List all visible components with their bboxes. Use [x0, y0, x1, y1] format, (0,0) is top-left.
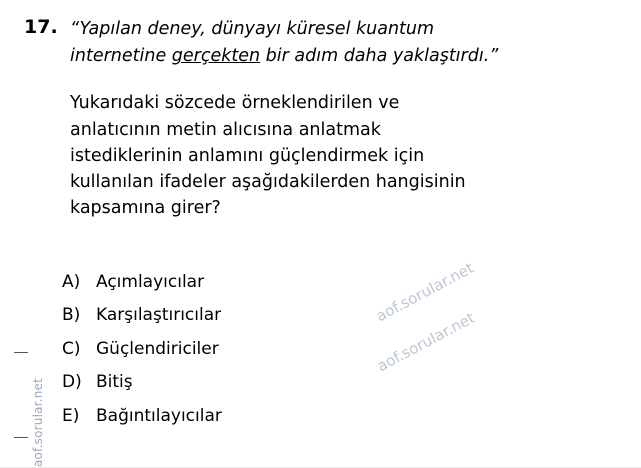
choice-b-letter: B) [62, 305, 81, 326]
prompt-line-3: istediklerinin anlamını güçlendirmek için [70, 145, 425, 166]
prompt-line-1: Yukarıdaki sözcede örneklendirilen ve [70, 93, 400, 114]
prompt-line-5: kapsamına girer? [70, 198, 221, 219]
quote-line-2 [70, 46, 498, 66]
question-block [18, 16, 633, 222]
watermark-upper: aof.soruIar.net [373, 258, 477, 326]
choice-c-text: Güçlendiriciler [96, 338, 219, 359]
margin-tick-upper [14, 352, 28, 353]
choice-a-text: Açımlayıcılar [96, 272, 205, 292]
question-body [70, 16, 633, 222]
quote-line-1: “Yapılan deney, dünyayı küresel kuantum [70, 19, 435, 39]
answer-choices [62, 272, 631, 439]
question-quote [70, 16, 627, 70]
choice-e-text: Bağıntılayıcılar [96, 405, 222, 426]
question-number: 17. [24, 16, 58, 38]
quote-emphasis: gerçekten [171, 46, 261, 67]
question-prompt [70, 90, 627, 221]
choice-d-letter: D) [62, 372, 82, 393]
choice-b-text: Karşılaştırıcılar [96, 305, 222, 326]
choice-d[interactable] [62, 372, 631, 392]
choice-b[interactable] [62, 305, 631, 325]
choice-e[interactable] [62, 406, 631, 426]
quote-line-2-post: bir adım daha yaklaştırdı.” [260, 46, 499, 67]
prompt-line-4: kullanılan ifadeler aşağıdakilerden hangisinin [70, 172, 466, 192]
choice-e-letter: E) [62, 405, 80, 426]
choice-c[interactable] [62, 339, 631, 359]
margin-tick-lower [14, 437, 28, 438]
margin-watermark: aof.sorular.net [31, 377, 45, 467]
choice-a-letter: A) [62, 272, 81, 292]
choice-c-letter: C) [62, 338, 81, 359]
quote-line-2-pre: internetine [70, 46, 172, 67]
watermark-lower: aof.soruIar.net [374, 308, 478, 376]
choice-d-text: Bitiş [96, 372, 133, 393]
choice-a[interactable] [62, 272, 631, 292]
prompt-line-2: anlatıcının metin alıcısına anlatmak [70, 119, 381, 140]
